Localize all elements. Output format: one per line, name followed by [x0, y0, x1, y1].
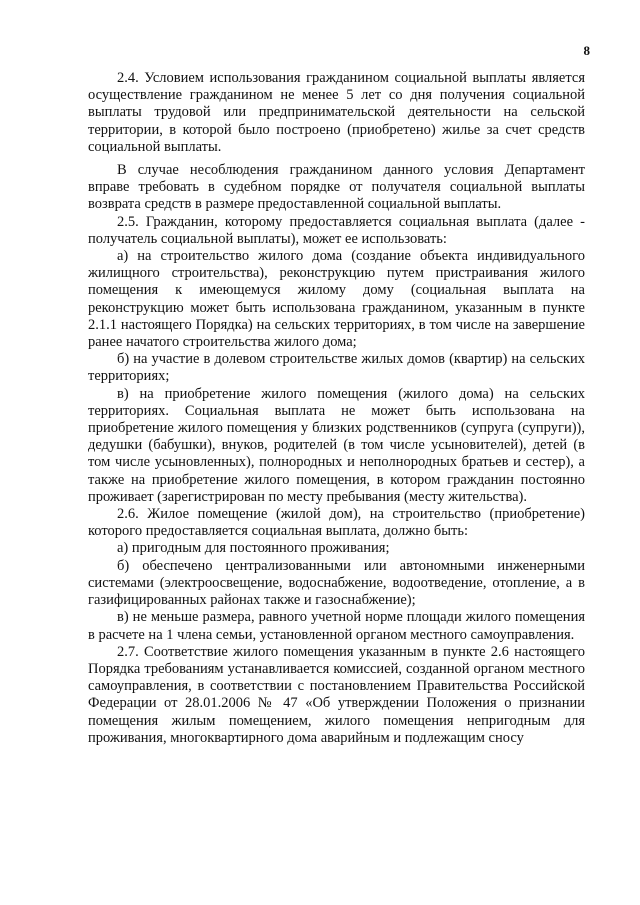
paragraph-2-6-v: в) не меньше размера, равного учетной норме площади жилого помещения в расчете на 1 члена семьи, установленной органом местного самоуправления.: [88, 609, 585, 643]
paragraph-2-5-b: б) на участие в долевом строительстве жилых домов (квартир) на сельских территориях;: [88, 351, 585, 385]
paragraph-2-6-b: б) обеспечено централизованными или автономными инженерными системами (электроосвещение, водоснабжение, водоотведение, отопление, а в газифицированных районах также и газоснабжение);: [88, 557, 585, 609]
document-body: [88, 70, 585, 747]
paragraph-2-5: 2.5. Гражданин, которому предоставляется социальная выплата (далее - получатель социальной выплаты), может ее использовать:: [88, 213, 585, 247]
paragraph-2-5-a: а) на строительство жилого дома (создание объекта индивидуального жилищного строительства), реконструкцию путем пристраивания жилого помещения к имеющемуся жилому дому (социальная выплата на реконструкцию может быть использована гражданином, указанным в пункте 2.1.1 настоящего Порядка) на сельских территориях, в том числе на завершение ранее начатого строительства жилого дома;: [88, 248, 585, 351]
paragraph-2-7: 2.7. Соответствие жилого помещения указанным в пункте 2.6 настоящего Порядка требованиям устанавливается комиссией, созданной органом местного самоуправления, в соответствии с постановлением Правительства Российской Федерации от 28.01.2006 № 47 «Об утверждении Положения о признании помещения жилым помещением, жилого помещения непригодным для проживания, многоквартирного дома аварийным и подлежащим сносу: [88, 643, 585, 746]
paragraph-2-4: 2.4. Условием использования гражданином социальной выплаты является осуществление гражданином не менее 5 лет со дня получения социальной выплаты трудовой или предпринимательской деятельности на сельской территории, в которой было построено (приобретено) жилье за счет средств социальной выплаты.: [88, 70, 585, 155]
paragraph-2-6: 2.6. Жилое помещение (жилой дом), на строительство (приобретение) которого предоставляется социальная выплата, должно быть:: [88, 506, 585, 540]
paragraph-2-4-violation: В случае несоблюдения гражданином данного условия Департамент вправе требовать в судебном порядке от получателя социальной выплаты возврата средств в размере предоставленной социальной выплаты.: [88, 162, 585, 213]
paragraph-2-5-v: в) на приобретение жилого помещения (жилого дома) на сельских территориях. Социальная выплата не может быть использована на приобретение жилого помещения у близких родственников (супруга (супруги)), дедушки (бабушки), внуков, родителей (в том числе усыновителей), детей (в том числе усыновленных), полнородных и неполнородных братьев и сестер), а также на приобретение жилого помещения, в котором гражданин постоянно проживает (зарегистрирован по месту пребывания (месту жительства).: [88, 385, 585, 505]
paragraph-2-6-a: а) пригодным для постоянного проживания;: [117, 540, 390, 557]
page-number: 8: [583, 43, 590, 58]
